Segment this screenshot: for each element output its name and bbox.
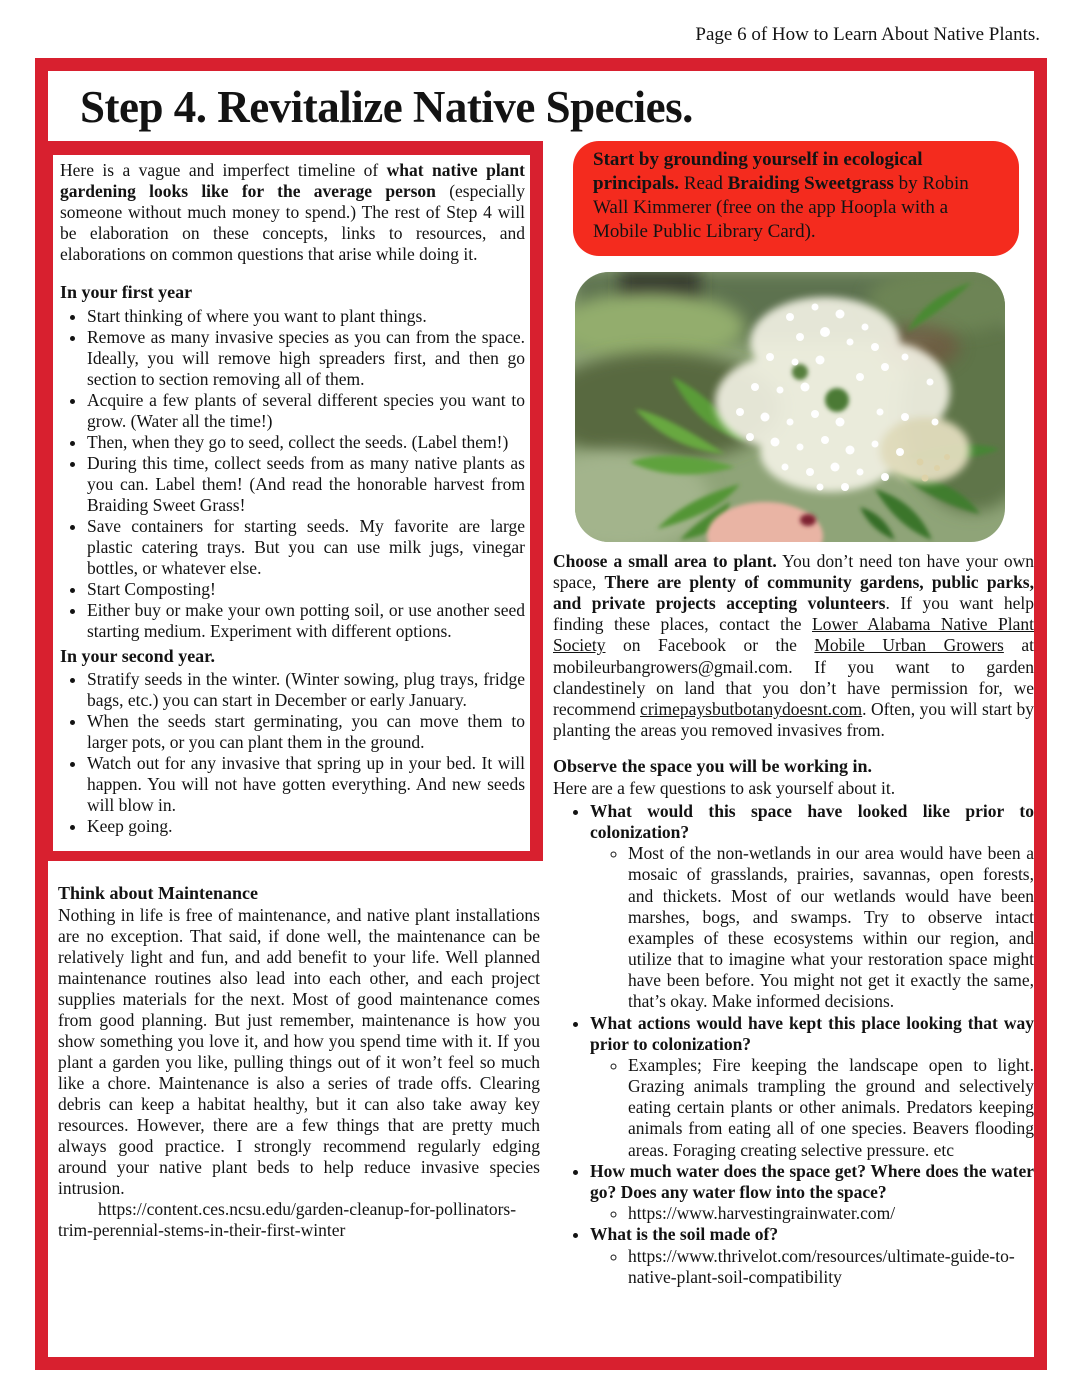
text-run: Read xyxy=(679,172,728,194)
intro-paragraph xyxy=(60,160,525,265)
question-item xyxy=(590,1161,1034,1225)
sub-item: ◦ Examples; Fire keeping the landscape open to light. Grazing animals trampling the ground and selectively eating certain plants or other animals. Predators keeping animals from eating all of one species. Beavers flooding areas. Foraging creating selective pressure. etc xyxy=(628,1055,1034,1161)
maintenance-section xyxy=(58,883,540,1241)
right-column xyxy=(553,141,1034,1288)
list-item: • Then, when they go to seed, collect the seeds. (Label them!) xyxy=(87,432,525,453)
elderflower-photo xyxy=(575,272,1005,542)
maintenance-heading: Think about Maintenance xyxy=(58,883,259,904)
question-text: What actions would have kept this place looking that way prior to colonization? xyxy=(590,1012,1034,1054)
resource-link[interactable]: ◦ https://www.harvestingrainwater.com/ xyxy=(628,1203,1034,1224)
text-run: at mobileurbangrowers@gmail.com. If you want to garden clandestinely on land that you don’t have permission for, we recommend xyxy=(553,635,1034,719)
list-item: • During this time, collect seeds from as many native plants as you can. Label them! (And read the honorable harvest from Braiding Sweet Grass! xyxy=(87,453,525,516)
left-column xyxy=(48,141,543,1241)
list-item: • When the seeds start germinating, you can move them to larger pots, or you can plant them in the ground. xyxy=(87,711,525,753)
text-run: on Facebook or the xyxy=(605,635,815,656)
sub-list xyxy=(590,1055,1034,1161)
observe-heading: Observe the space you will be working in. xyxy=(553,756,873,777)
observe-list xyxy=(553,801,1034,1288)
list-item: • Acquire a few plants of several different species you want to grow. (Water all the time!) xyxy=(87,390,525,432)
list-item: • Start Composting! xyxy=(87,579,525,600)
timeline-box xyxy=(48,141,543,861)
observe-intro: Here are a few questions to ask yourself about it. xyxy=(553,777,896,798)
resource-link[interactable]: ◦ https://www.thrivelot.com/resources/ultimate-guide-to-native-plant-soil-compatibility xyxy=(628,1246,1034,1288)
first-year-heading: In your first year xyxy=(60,282,193,302)
question-text: What is the soil made of? xyxy=(590,1224,779,1245)
maintenance-resource-link[interactable]: https://content.ces.ncsu.edu/garden-cleanup-for-pollinators-trim-perennial-stems-in-their-first-winter xyxy=(58,1198,517,1240)
two-column-layout xyxy=(48,141,1034,1288)
sub-list xyxy=(590,843,1034,1012)
list-item: • Remove as many invasive species as you can from the space. Ideally, you will remove high spreaders first, and then go section to section removing all of them. xyxy=(87,327,525,390)
text-run: There are plenty of community gardens, public parks, and private projects accepting volunteers xyxy=(553,571,1034,614)
question-text: What would this space have looked like prior to colonization? xyxy=(590,800,1034,843)
first-year-list xyxy=(60,306,525,642)
maintenance-paragraph: Nothing in life is free of maintenance, and native plant installations are no exception. That said, if done well, the maintenance can be relatively light and fun, and add benefit to your life. Well planned maintenance routines also lead into each other, and each project supplies materials for the next. Most of good maintenance comes from good planning. But just remember, maintenance is how you show something you love it, and how you spend time with it. If you plant a garden you like, pulling things out of it won’t feel so much like a chore. Maintenance is also a series of trade offs. Clearing debris can keep a habitat healthy, but it can also take away key resources. However, there are a few things that are pretty much always good practice. I strongly recommend regularly edging around your native plant beds to help reduce invasive species intrusion. xyxy=(58,904,540,1198)
question-text: How much water does the space get? Where does the water go? Does any water flow into the space? xyxy=(590,1160,1034,1202)
text-run: Start by grounding yourself in ecological principals. xyxy=(593,149,923,194)
list-item: • Save containers for starting seeds. My favorite are large plastic catering trays. But you can use milk jugs, vinegar bottles, or whatever else. xyxy=(87,516,525,579)
sub-list xyxy=(590,1203,1034,1224)
text-run: You don’t need ton have your own space, xyxy=(553,550,1034,592)
content-frame xyxy=(35,58,1047,1370)
question-item xyxy=(590,1224,1034,1288)
list-item: • Start thinking of where you want to plant things. xyxy=(87,306,525,327)
link[interactable]: Lower Alabama Native Plant Society xyxy=(553,614,1035,656)
text-run: what native plant gardening looks like for the average person xyxy=(60,160,525,201)
text-run: Choose a small area to plant. xyxy=(553,550,777,571)
ecological-principals-callout xyxy=(573,141,1019,256)
sub-list xyxy=(590,1246,1034,1288)
question-item xyxy=(590,801,1034,1013)
elderflower-photo-graphic xyxy=(575,272,1005,542)
text-run: Braiding Sweetgrass xyxy=(727,172,894,194)
choose-area-paragraph xyxy=(553,551,1034,742)
page-title: Step 4. Revitalize Native Species. xyxy=(80,82,693,132)
second-year-heading: In your second year. xyxy=(60,645,216,666)
text-run: . Often, you will start by planting the areas you removed invasives from. xyxy=(553,698,1035,741)
text-run: (especially someone without much money to spend.) The rest of Step 4 will be elaboration on these concepts, links to resources, and elaborations on common questions that arise while doing it. xyxy=(60,181,526,264)
list-item: • Stratify seeds in the winter. (Winter sowing, plug trays, fridge bags, etc.) you can start in December or early January. xyxy=(87,669,525,711)
text-run: by Robin Wall Kimmerer (free on the app Hoopla with a Mobile Public Library Card). xyxy=(593,172,969,242)
link[interactable]: crimepaysbutbotanydoesnt.com xyxy=(640,698,863,719)
page-header: Page 6 of How to Learn About Native Plants. xyxy=(695,24,1040,45)
text-run: . If you want help finding these places, contact the xyxy=(553,593,1034,635)
list-item: • Either buy or make your own potting soil, or use another seed starting medium. Experiment with different options. xyxy=(87,600,525,642)
question-item xyxy=(590,1013,1034,1161)
second-year-list xyxy=(60,669,525,837)
list-item: • Keep going. xyxy=(87,816,525,837)
sub-item: ◦ Most of the non-wetlands in our area would have been a mosaic of grasslands, prairies, savannas, open forests, and thickets. Most of our wetlands would have been marshes, bogs, and swamps. Try to observe intact examples of these ecosystems within our region, and utilize that to imagine what your restoration space might have been before. You might not get it exactly the same, that’s okay. Make informed decisions. xyxy=(628,843,1034,1012)
observe-section xyxy=(553,756,1034,1288)
link[interactable]: Mobile Urban Growers xyxy=(814,635,1004,656)
list-item: • Watch out for any invasive that spring up in your bed. It will happen. You will not have gotten everything. And new seeds will blow in. xyxy=(87,753,525,816)
text-run: Here is a vague and imperfect timeline of xyxy=(60,160,387,180)
